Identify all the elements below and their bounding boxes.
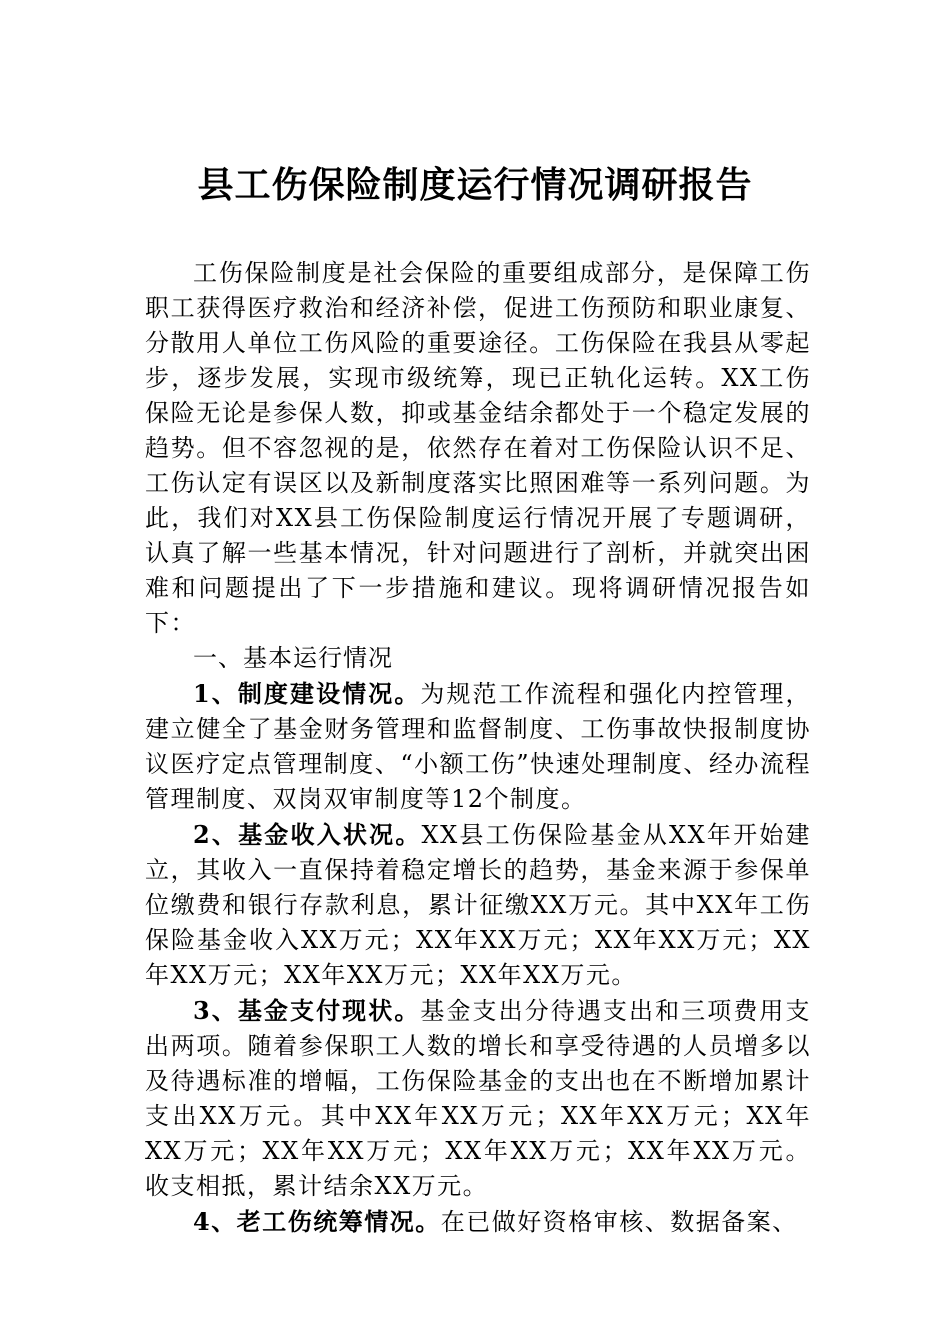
- document-body: [145, 256, 811, 1240]
- section-heading-basic-operation: 一、基本运行情况: [193, 644, 393, 672]
- item-lead: 1、制度建设情况。: [193, 679, 421, 708]
- item-text: 在已做好资格审核、数据备案、: [440, 1208, 798, 1236]
- item-text: 为规范工作流程和强化内控管理，建立健全了基金财务管理和监督制度、工伤事故快报制度协议医疗定点管理制度、“小额工伤”快速处理制度、经办流程管理制度、双岗双审制度等12个制度。: [145, 680, 811, 813]
- document-title: 县工伤保险制度运行情况调研报告: [197, 164, 753, 206]
- item-text: XX县工伤保险基金从XX年开始建立，其收入一直保持着稳定增长的趋势，基金来源于参保单位缴费和银行存款利息，累计征缴XX万元。其中XX年工伤保险基金收入XX万元；XX年XX万元；XX年XX万元；XX年XX万元；XX年XX万元；XX年XX万元。: [145, 821, 812, 989]
- item-paragraph-fund-payment: [145, 993, 811, 1204]
- item-paragraph-system-construction: [145, 676, 811, 817]
- item-lead: 2、基金收入状况。: [193, 820, 422, 849]
- item-lead: 4、老工伤统筹情况。: [193, 1207, 441, 1236]
- item-lead: 3、基金支付现状。: [193, 996, 421, 1025]
- item-paragraph-legacy-injury: [145, 1204, 811, 1240]
- item-paragraph-fund-income: [145, 817, 811, 993]
- item-text: 基金支出分待遇支出和三项费用支出两项。随着参保职工人数的增长和享受待遇的人员增多以及待遇标准的增幅，工伤保险基金的支出也在不断增加累计支出XX万元。其中XX年XX万元；XX年XX万元；XX年XX万元；XX年XX万元；XX年XX万元；XX年XX万元。收支相抵，累计结余XX万元。: [145, 997, 811, 1200]
- intro-paragraph: 工伤保险制度是社会保险的重要组成部分，是保障工伤职工获得医疗救治和经济补偿，促进工伤预防和职业康复、分散用人单位工伤风险的重要途径。工伤保险在我县从零起步，逐步发展，实现市级统筹，现已正轨化运转。XX工伤保险无论是参保人数，抑或基金结余都处于一个稳定发展的趋势。但不容忽视的是，依然存在着对工伤保险认识不足、工伤认定有误区以及新制度落实比照困难等一系列问题。为此，我们对XX县工伤保险制度运行情况开展了专题调研，认真了解一些基本情况，针对问题进行了剖析，并就突出困难和问题提出了下一步措施和建议。现将调研情况报告如下：: [145, 259, 811, 637]
